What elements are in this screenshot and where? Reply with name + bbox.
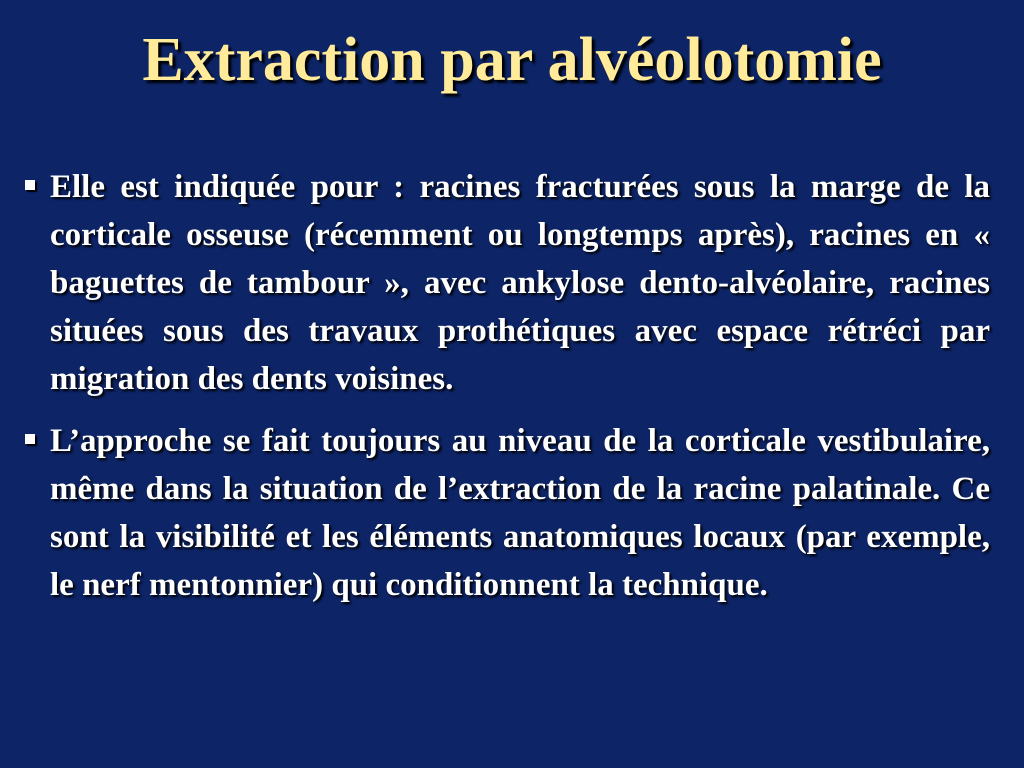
square-bullet-icon	[10, 163, 50, 190]
bullet-item	[10, 417, 990, 609]
bullet-list	[10, 163, 990, 623]
slide-title: Extraction par alvéolotomie	[142, 26, 882, 94]
bullet-text: Elle est indiquée pour : racines fracturées sous la marge de la corticale osseuse (récemment ou longtemps après), racines en « baguettes de tambour », avec ankylose dento-alvéolaire, racines situées sous des travaux prothétiques avec espace rétréci par migration des dents voisines.	[50, 169, 990, 397]
square-bullet-icon	[10, 417, 50, 444]
bullet-item	[10, 163, 990, 403]
bullet-text: L’approche se fait toujours au niveau de la corticale vestibulaire, même dans la situation de l’extraction de la racine palatinale. Ce sont la visibilité et les éléments anatomiques locaux (par exemple, le nerf mentonnier) qui conditionnent la technique.	[50, 423, 990, 603]
